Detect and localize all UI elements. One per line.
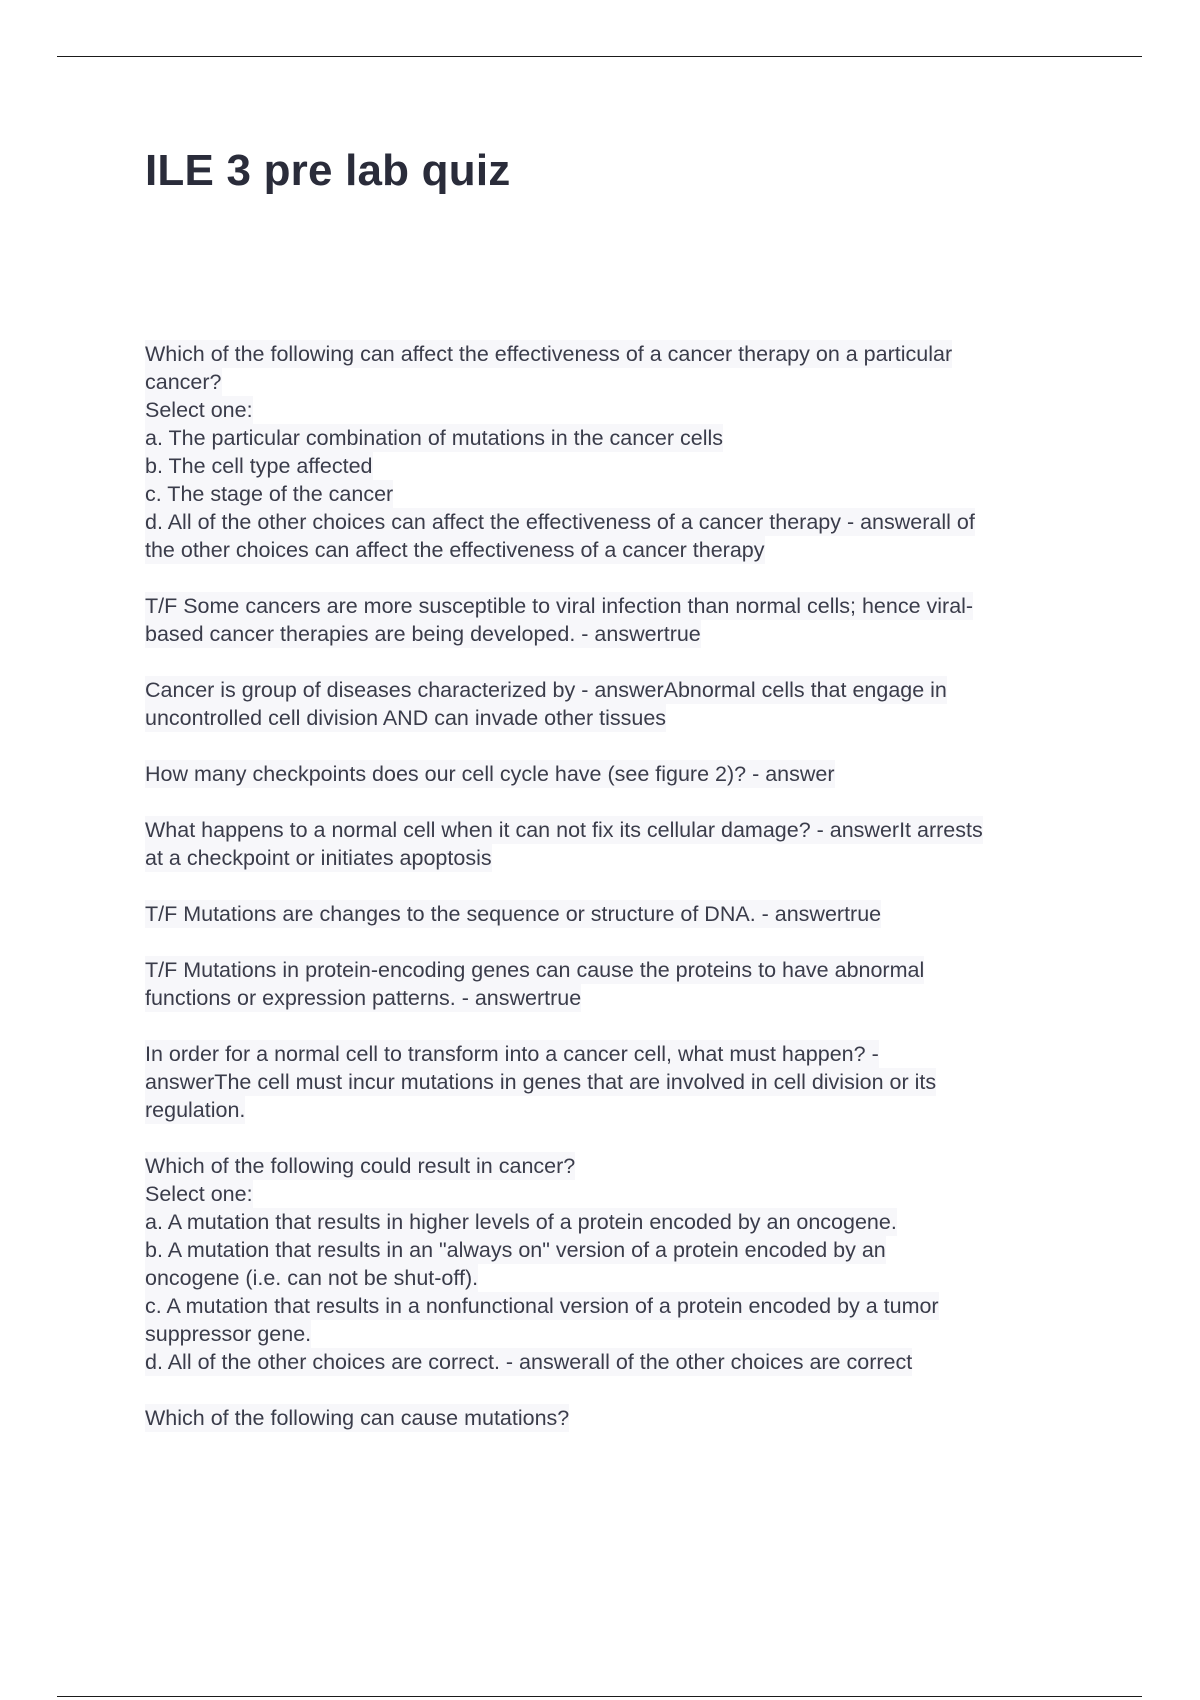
question-line <box>145 1348 912 1376</box>
question-text: functions or expression patterns. - answertrue <box>145 986 582 1010</box>
question-text: uncontrolled cell division AND can invade other tissues <box>145 706 667 730</box>
question-line <box>145 816 983 844</box>
question-block <box>145 676 1095 732</box>
question-text: at a checkpoint or initiates apoptosis <box>145 846 492 870</box>
question-line <box>145 1320 311 1348</box>
question-text: oncogene (i.e. can not be shut-off). <box>145 1266 479 1290</box>
question-text: d. All of the other choices are correct. - answerall of the other choices are correct <box>145 1350 913 1374</box>
question-line <box>145 676 947 704</box>
question-text: In order for a normal cell to transform into a cancer cell, what must happen? - <box>145 1042 879 1066</box>
question-block <box>145 1040 1095 1124</box>
question-line <box>145 1404 569 1432</box>
question-block <box>145 956 1095 1012</box>
quiz-content <box>145 340 1095 1460</box>
question-line <box>145 984 581 1012</box>
question-text: Which of the following can affect the effectiveness of a cancer therapy on a particular <box>145 342 953 366</box>
question-text: b. A mutation that results in an "always on" version of a protein encoded by an <box>145 1238 886 1262</box>
question-line <box>145 1152 575 1180</box>
question-line <box>145 452 373 480</box>
question-line <box>145 1040 879 1068</box>
question-text: the other choices can affect the effectiveness of a cancer therapy <box>145 538 765 562</box>
page-title: ILE 3 pre lab quiz <box>145 146 511 195</box>
question-line <box>145 620 701 648</box>
question-block <box>145 592 1095 648</box>
question-block <box>145 760 1095 788</box>
question-line <box>145 396 253 424</box>
question-line <box>145 1096 245 1124</box>
question-block <box>145 900 1095 928</box>
question-line <box>145 1264 478 1292</box>
question-block <box>145 816 1095 872</box>
question-line <box>145 340 952 368</box>
question-line <box>145 424 723 452</box>
question-text: T/F Mutations are changes to the sequence or structure of DNA. - answertrue <box>145 902 882 926</box>
question-text: c. A mutation that results in a nonfunctional version of a protein encoded by a tumor <box>145 1294 939 1318</box>
question-text: Cancer is group of diseases characterized by - answerAbnormal cells that engage in <box>145 678 947 702</box>
question-text: T/F Some cancers are more susceptible to viral infection than normal cells; hence viral- <box>145 594 974 618</box>
question-text: based cancer therapies are being developed. - answertrue <box>145 622 701 646</box>
question-line <box>145 704 666 732</box>
question-line <box>145 760 835 788</box>
question-line <box>145 508 975 536</box>
question-line <box>145 480 393 508</box>
question-text: T/F Mutations in protein-encoding genes can cause the proteins to have abnormal <box>145 958 925 982</box>
question-line <box>145 900 881 928</box>
question-line <box>145 592 973 620</box>
question-line <box>145 1208 897 1236</box>
question-block <box>145 1152 1095 1376</box>
question-line <box>145 1292 939 1320</box>
bottom-rule <box>57 1696 1142 1697</box>
question-line <box>145 1068 936 1096</box>
question-block <box>145 1404 1095 1432</box>
question-text: regulation. <box>145 1098 246 1122</box>
question-text: d. All of the other choices can affect the effectiveness of a cancer therapy - answerall of <box>145 510 975 534</box>
question-text: Select one: <box>145 1182 253 1206</box>
question-text: suppressor gene. <box>145 1322 312 1346</box>
question-text: answerThe cell must incur mutations in genes that are involved in cell division or its <box>145 1070 937 1094</box>
question-text: c. The stage of the cancer <box>145 482 394 506</box>
question-text: How many checkpoints does our cell cycle have (see figure 2)? - answer <box>145 762 835 786</box>
question-text: What happens to a normal cell when it can not fix its cellular damage? - answerIt arrests <box>145 818 983 842</box>
question-text: cancer? <box>145 370 222 394</box>
question-line <box>145 956 924 984</box>
question-text: a. A mutation that results in higher levels of a protein encoded by an oncogene. <box>145 1210 897 1234</box>
question-text: Which of the following could result in cancer? <box>145 1154 576 1178</box>
question-line <box>145 844 492 872</box>
question-line <box>145 1180 253 1208</box>
question-block <box>145 340 1095 564</box>
question-line <box>145 536 765 564</box>
question-line <box>145 1236 886 1264</box>
question-line <box>145 368 222 396</box>
question-text: a. The particular combination of mutations in the cancer cells <box>145 426 724 450</box>
question-text: Which of the following can cause mutations? <box>145 1406 570 1430</box>
top-rule <box>57 56 1142 57</box>
question-text: b. The cell type affected <box>145 454 373 478</box>
question-text: Select one: <box>145 398 253 422</box>
